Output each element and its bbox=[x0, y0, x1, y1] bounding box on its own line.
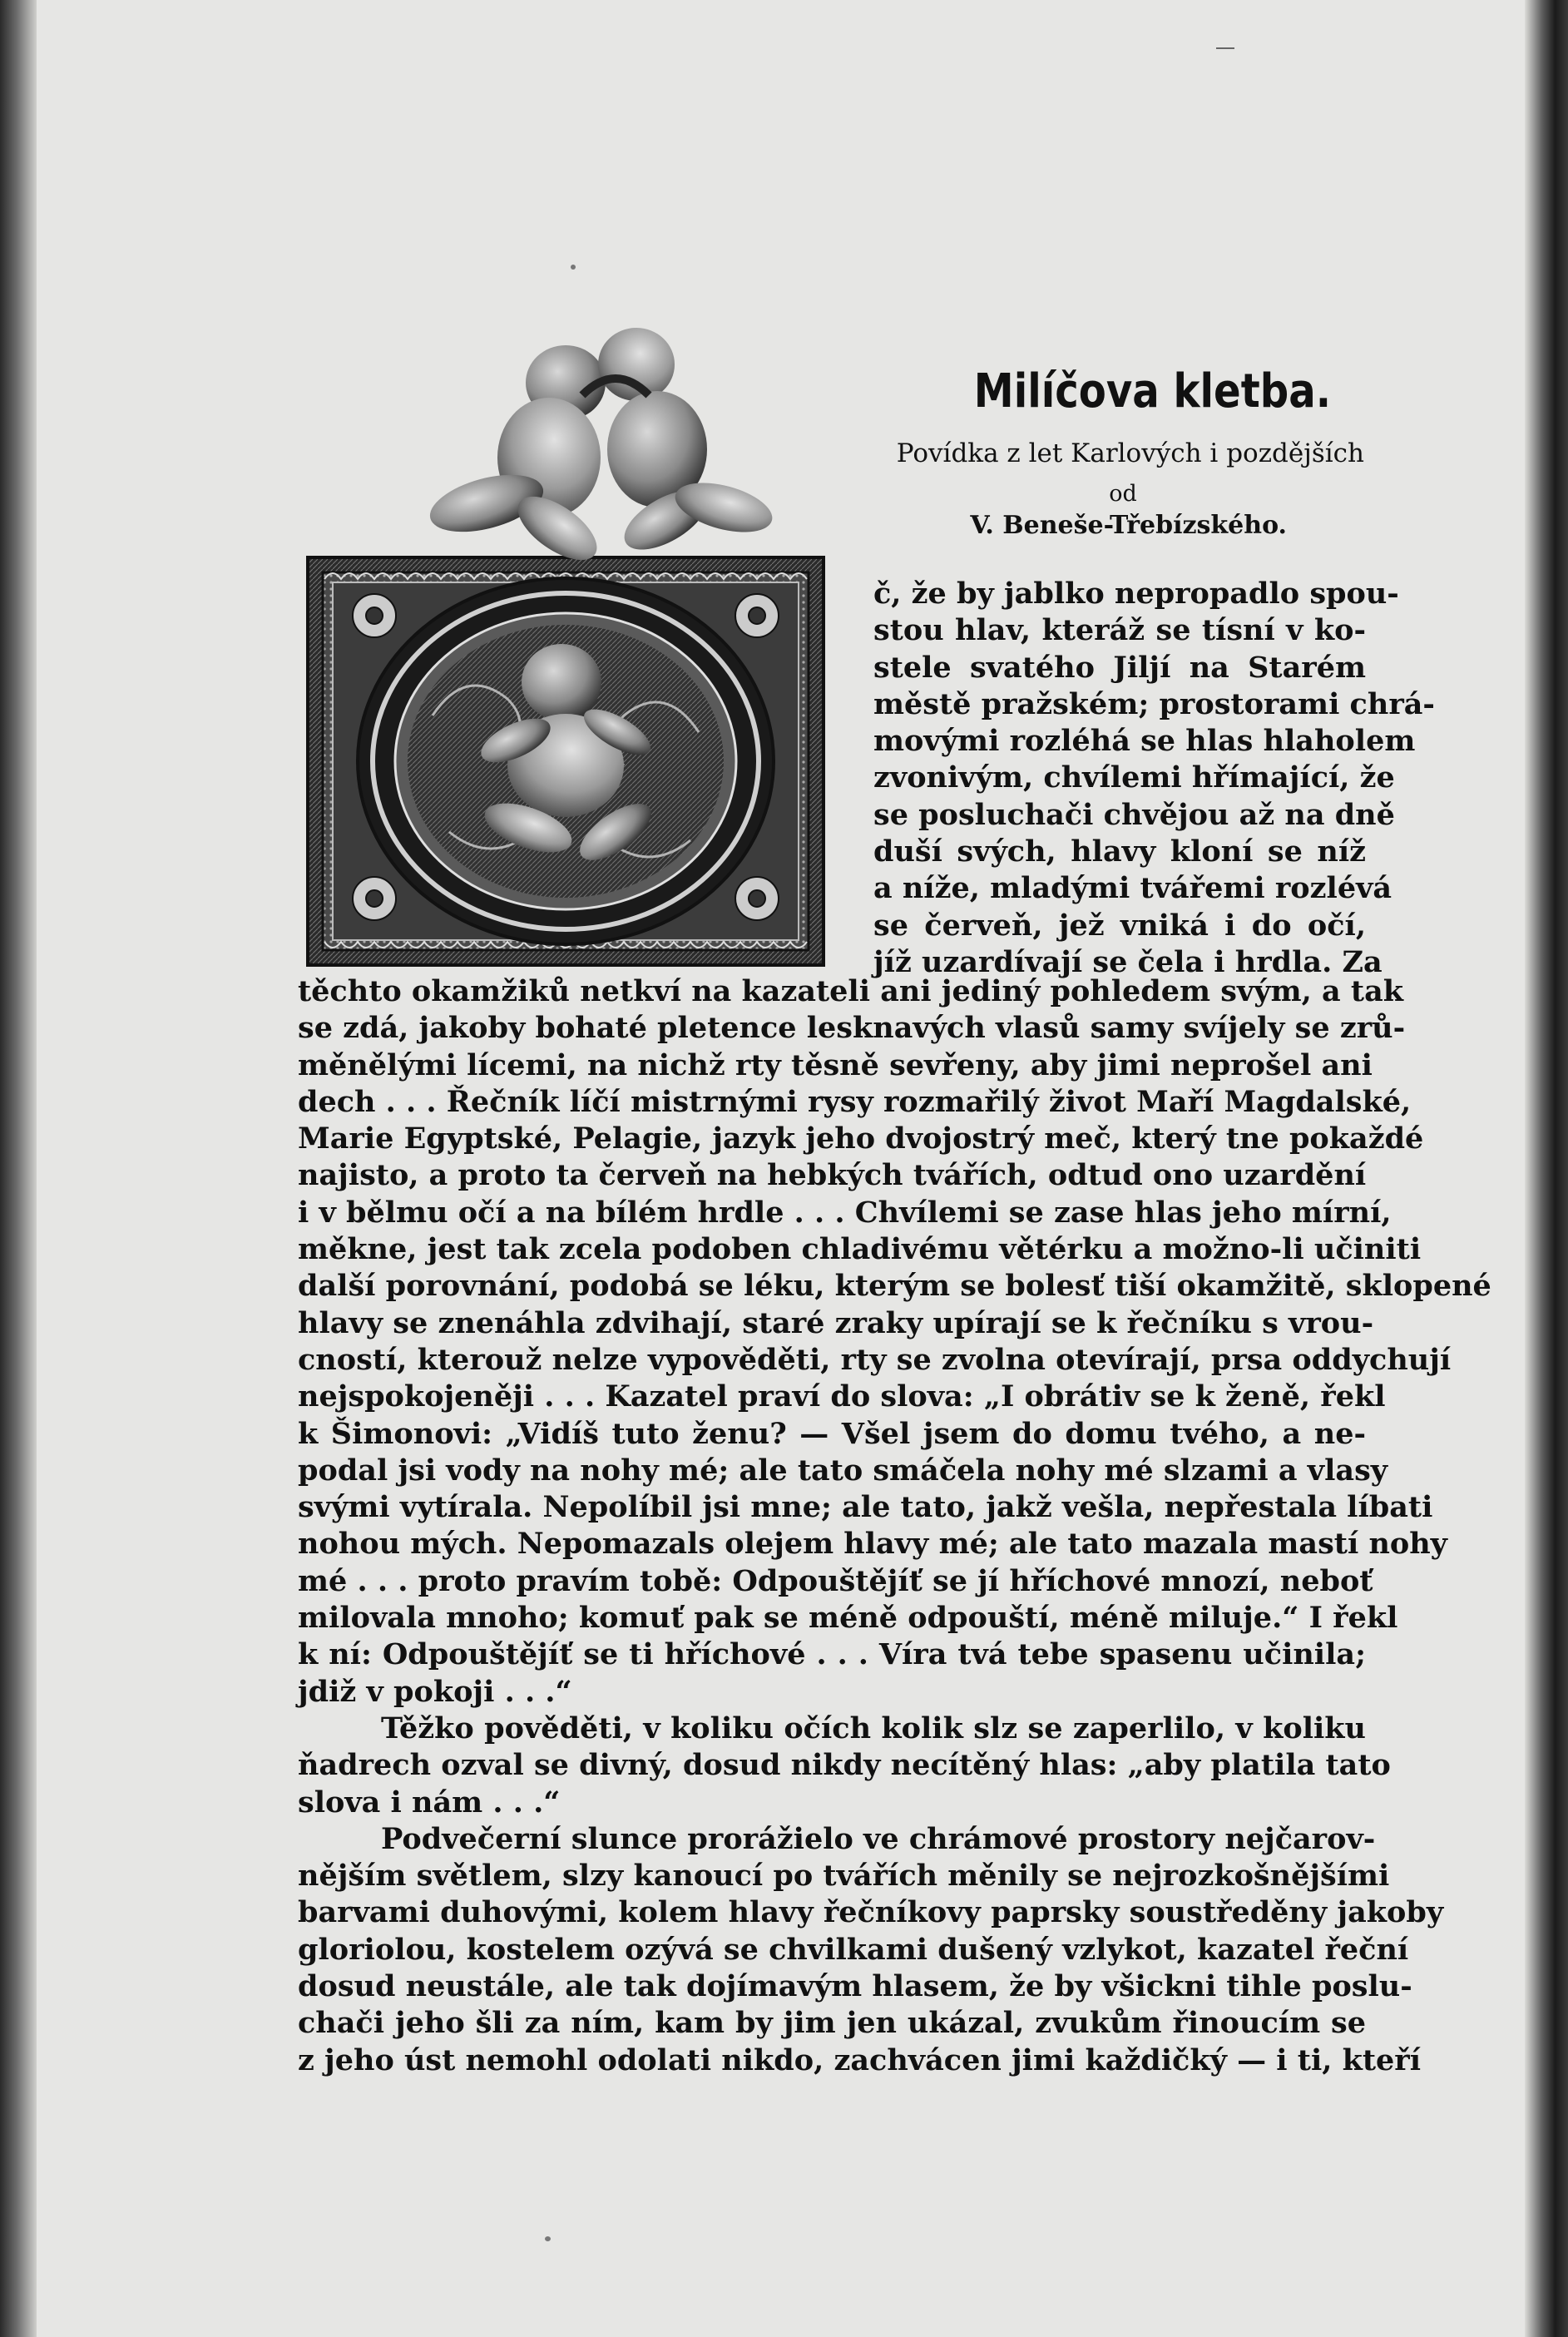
paragraph-1 bbox=[298, 973, 1491, 1711]
scan-speck bbox=[571, 265, 576, 270]
text-line: č, že by jablko nepropadlo spou- bbox=[873, 577, 1399, 611]
text-line: gloriolou, kostelem ozývá se chvilkami dušený vzlykot, kazatel řeční bbox=[298, 1932, 1409, 1967]
text-line: nohou mých. Nepomazals olejem hlavy mé; ale tato mazala mastí nohy bbox=[298, 1527, 1448, 1562]
text-line: další porovnání, podobá se léku, kterým se bolesť tiší okamžitě, sklopené bbox=[298, 1269, 1491, 1304]
text-line: i v bělmu očí a na bílém hrdle . . . Chvílemi se zase hlas jeho mírní, bbox=[298, 1195, 1392, 1230]
paragraph-2 bbox=[298, 1711, 1391, 1821]
story-author: V. Beneše-Třebízského. bbox=[970, 511, 1287, 540]
text-line: dosud neustále, ale tak dojímavým hlasem, že by všickni tihle poslu- bbox=[298, 1969, 1412, 2004]
text-line: jíž uzardívají se čela i hrdla. Za bbox=[873, 944, 1383, 979]
text-line: podal jsi vody na nohy mé; ale tato smáčela nohy mé slzami a vlasy bbox=[298, 1453, 1388, 1488]
text-line: najisto, a proto ta červeň na hebkých tvářích, odtud ono uzardění bbox=[298, 1158, 1367, 1193]
text-line: movými rozléhá se hlas hlaholem bbox=[873, 724, 1416, 759]
text-line: měnělými lícemi, na nichž rty těsně sevřeny, aby jimi neprošel ani bbox=[298, 1047, 1373, 1082]
text-line: stou hlav, kteráž se tísní v ko- bbox=[873, 613, 1366, 648]
text-line: duší svých, hlavy kloní se níž bbox=[873, 834, 1366, 869]
body-full-width bbox=[298, 973, 1491, 2079]
text-line: milovala mnoho; komuť pak se méně odpouští, méně miluje.“ I řekl bbox=[298, 1601, 1398, 1636]
text-line: nejspokojeněji . . . Kazatel praví do slova: „I obrátiv se k ženě, řekl bbox=[298, 1379, 1386, 1414]
text-line: nějším světlem, slzy kanoucí po tvářích měnily se nejrozkošnějšími bbox=[298, 1859, 1390, 1894]
text-line: k ní: Odpouštějíť se ti hříchové . . . Víra tvá tebe spasenu učinila; bbox=[298, 1637, 1366, 1672]
text-line: chači jeho šli za ním, kam by jim jen ukázal, zvukům řinoucím se bbox=[298, 2006, 1366, 2041]
text-line: jdiž v pokoji . . .“ bbox=[298, 1674, 572, 1709]
text-line: mé . . . proto pravím tobě: Odpouštějíť se jí hříchové mnozí, neboť bbox=[298, 1563, 1373, 1598]
text-line: se posluchači chvějou až na dně bbox=[873, 797, 1395, 832]
paragraph-3 bbox=[298, 1821, 1444, 2079]
byline-od: od bbox=[1109, 481, 1137, 507]
text-line: dech . . . Řečník líčí mistrnými rysy rozmařilý život Maří Magdalské, bbox=[298, 1084, 1412, 1119]
text-line: stele svatého Jiljí na Starém bbox=[873, 650, 1366, 685]
text-line: ňadrech ozval se divný, dosud nikdy necítěný hlas: „aby platila tato bbox=[298, 1748, 1391, 1783]
text-line: městě pražském; prostorami chrá- bbox=[873, 686, 1435, 721]
initial-o-cherubs-ornament bbox=[308, 300, 848, 965]
scan-speck bbox=[545, 2236, 551, 2241]
text-line: se červeň, jež vniká i do očí, bbox=[873, 908, 1366, 943]
text-line: a níže, mladými tvářemi rozlévá bbox=[873, 871, 1392, 906]
page-edge-shadow bbox=[1525, 0, 1568, 2337]
text-line: Těžko pověděti, v koliku očích kolik slz se zaperlilo, v koliku bbox=[381, 1711, 1366, 1745]
story-title: Milíčova kletba. bbox=[973, 364, 1331, 418]
text-line: těchto okamžiků netkví na kazateli ani jediný pohledem svým, a tak bbox=[298, 974, 1404, 1008]
text-line: se zdá, jakoby bohaté pletence lesknavých vlasů samy svíjely se zrů- bbox=[298, 1011, 1406, 1046]
text-line: Marie Egyptské, Pelagie, jazyk jeho dvojostrý meč, který tne pokaždé bbox=[298, 1121, 1424, 1156]
text-line: svými vytírala. Nepolíbil jsi mne; ale tato, jakž vešla, nepřestala líbati bbox=[298, 1490, 1433, 1525]
text-line: hlavy se znenáhla zdvihají, staré zraky upírají se k řečníku s vrou- bbox=[298, 1305, 1374, 1340]
text-line: z jeho úst nemohl odolati nikdo, zachvácen jimi každičký — i ti, kteří bbox=[298, 2042, 1422, 2077]
scan-mark bbox=[1216, 47, 1234, 49]
body-wrapped-lines bbox=[873, 576, 1435, 981]
text-line: zvonivým, chvílemi hřímající, že bbox=[873, 760, 1395, 795]
text-line: slova i nám . . .“ bbox=[298, 1785, 561, 1820]
text-line: barvami duhovými, kolem hlavy řečníkovy paprsky soustředěny jakoby bbox=[298, 1895, 1444, 1930]
text-line: cností, kterouž nelze vypověděti, rty se zvolna otevírají, prsa oddychují bbox=[298, 1342, 1452, 1377]
story-subtitle: Povídka z let Karlových i pozdějších bbox=[896, 438, 1364, 468]
binding-shadow bbox=[0, 0, 37, 2337]
text-line: Podvečerní slunce prorážielo ve chrámové prostory nejčarov- bbox=[381, 1821, 1376, 1856]
text-line: měkne, jest tak zcela podoben chladivému větérku a možno-li učiniti bbox=[298, 1232, 1422, 1267]
text-line: k Šimonovi: „Vidíš tuto ženu? — Všel jsem do domu tvého, a ne- bbox=[298, 1416, 1366, 1451]
